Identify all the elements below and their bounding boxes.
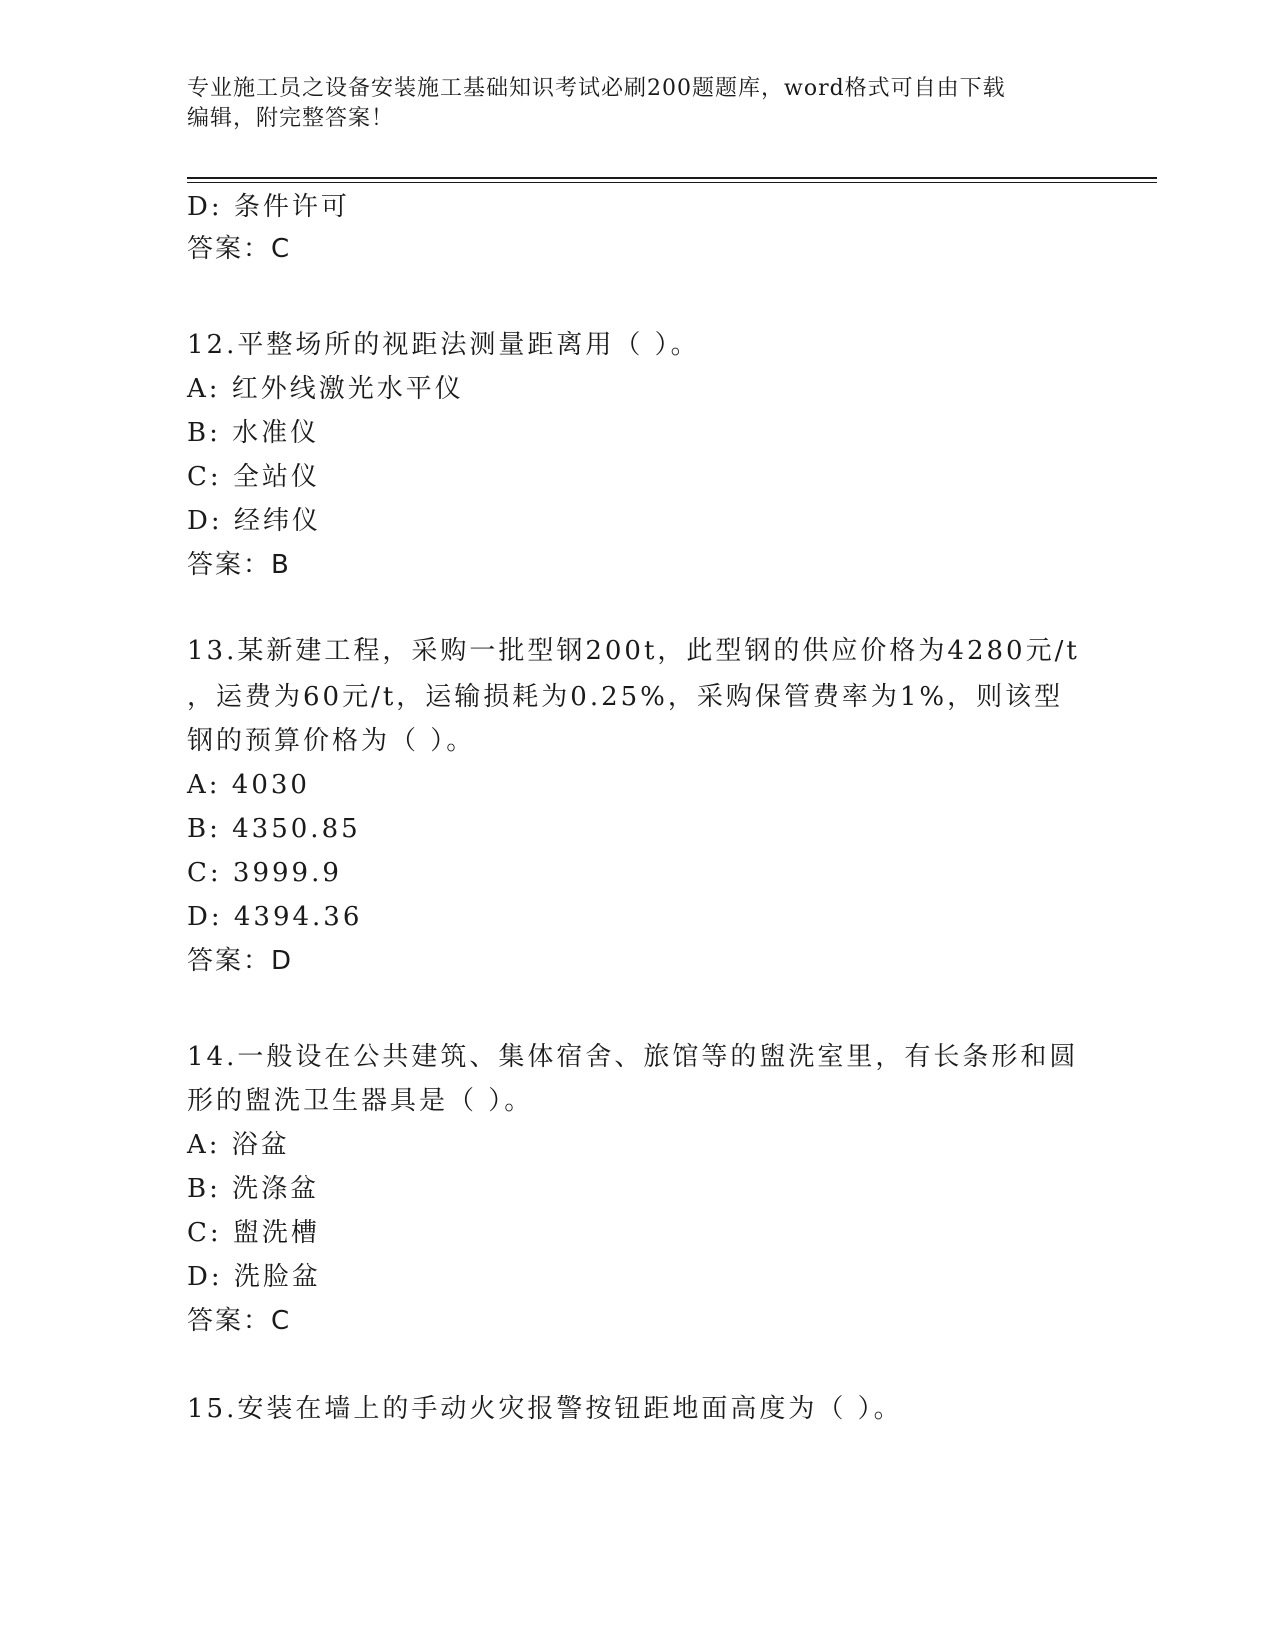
q14-option-d: D: 洗脸盆 bbox=[187, 1262, 321, 1292]
header-title-line1: 专业施工员之设备安装施工基础知识考试必刷200题题库，word格式可自由下载 bbox=[187, 76, 1006, 101]
q14-answer: 答案：C bbox=[187, 1306, 292, 1336]
q14-option-b: B: 洗涤盆 bbox=[187, 1174, 320, 1204]
q11-answer: 答案：C bbox=[187, 234, 292, 264]
q11-option-d: D: 条件许可 bbox=[187, 192, 350, 222]
q13-option-a: A: 4030 bbox=[187, 770, 310, 800]
q14-option-a: A: 浴盆 bbox=[187, 1130, 290, 1160]
q13-option-d: D: 4394.36 bbox=[187, 902, 363, 932]
q15-stem: 15.安装在墙上的手动火灾报警按钮距地面高度为（ ）。 bbox=[187, 1394, 903, 1424]
q12-option-b: B: 水准仪 bbox=[187, 418, 320, 448]
q12-stem: 12.平整场所的视距法测量距离用（ ）。 bbox=[187, 330, 700, 360]
q13-stem-line2: ，运费为60元/t，运输损耗为0.25%，采购保管费率为1%，则该型 bbox=[187, 682, 1064, 712]
q13-answer: 答案：D bbox=[187, 946, 294, 976]
header-divider-thin bbox=[187, 182, 1157, 183]
header-title-line2: 编辑，附完整答案！ bbox=[187, 106, 395, 131]
header-divider-thick bbox=[187, 177, 1157, 179]
q14-stem-line2: 形的盥洗卫生器具是（ ）。 bbox=[187, 1086, 534, 1116]
q13-stem-line3: 钢的预算价格为（ ）。 bbox=[187, 726, 476, 756]
q12-option-d: D: 经纬仪 bbox=[187, 506, 321, 536]
q13-option-b: B: 4350.85 bbox=[187, 814, 361, 844]
document-header bbox=[187, 74, 1067, 134]
q14-option-c: C: 盥洗槽 bbox=[187, 1218, 320, 1248]
q13-stem-line1: 13.某新建工程，采购一批型钢200t，此型钢的供应价格为4280元/t bbox=[187, 636, 1080, 666]
q13-option-c: C: 3999.9 bbox=[187, 858, 342, 888]
q14-stem-line1: 14.一般设在公共建筑、集体宿舍、旅馆等的盥洗室里，有长条形和圆 bbox=[187, 1042, 1079, 1072]
q12-option-a: A: 红外线激光水平仪 bbox=[187, 374, 464, 404]
q12-answer: 答案：B bbox=[187, 550, 291, 580]
q12-option-c: C: 全站仪 bbox=[187, 462, 320, 492]
